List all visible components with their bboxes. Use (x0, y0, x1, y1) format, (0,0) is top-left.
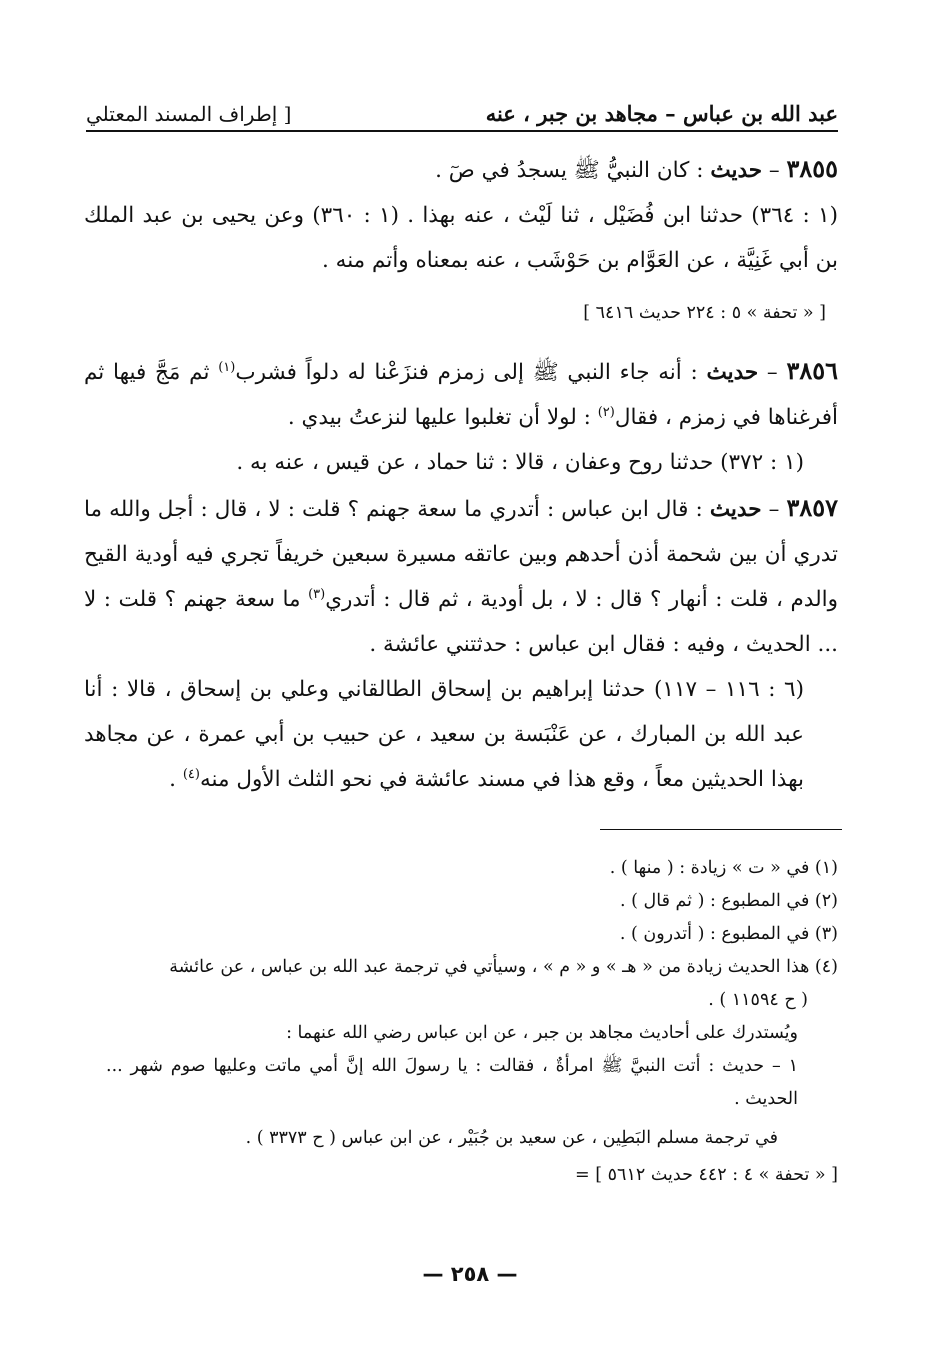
footnote-marker: (٤) (182, 766, 200, 782)
hadith-3856 (84, 348, 838, 440)
header-rule (86, 130, 838, 132)
footnote-marker: (٢) (597, 404, 615, 420)
addendum-tuhfa: [ « تحفة » ٤ : ٤٤٢ حديث ٥٦١٢ ] = (575, 1165, 838, 1185)
page-number: — ٢٥٨ — (422, 1262, 518, 1286)
hadith-label: حديث (710, 158, 763, 183)
addendum-intro: ويُستدرك على أحاديث مجاهد بن جبر ، عن ابن عباس رضي الله عنهما : (286, 1023, 798, 1043)
sources-text: . (169, 767, 183, 792)
hadith-number: ٣٨٥٧ (786, 493, 838, 522)
hadith-text: : كان النبيُّ ﷺ يسجدُ في صٓ . (435, 158, 711, 183)
hadith-label: حديث (709, 497, 762, 522)
hadith-text: ثم مَجَّ فيها ثم أفرغناها في زمزم ، فقال (84, 360, 838, 430)
footnote-3: (٣) في المطبوع : ( أتدرون ) . (619, 924, 838, 944)
sources-text: (٦ : ١١٦ – ١١٧) حدثنا إبراهيم بن إسحاق الطالقاني وعلي بن إسحاق ، قالا : أنا عبد الله بن المبارك ، عن عَنْبَسة بن سعيد ، عن حبيب بن أبي عمرة ، عن مجاهد بهذا الحديثين معاً ، وقع هذا في مسند عائشة في نحو الثلث الأول منه (84, 677, 804, 792)
footnote-2: (٢) في المطبوع : ( ثم قال ) . (620, 891, 838, 911)
hadith-label: حديث (706, 360, 759, 385)
footnote-marker: (١) (218, 359, 236, 375)
addendum-source: في ترجمة مسلم البَطِين ، عن سعيد بن جُبَيْر ، عن ابن عباس ( ح ٣٣٧٣ ) . (245, 1128, 778, 1148)
book-title: [ إطراف المسند المعتلي (86, 102, 292, 126)
hadith-text: : أنه جاء النبي ﷺ إلى زمزم فنزَعْنا له دلواً فشرب (235, 360, 707, 385)
hadith-number: ٣٨٥٦ (786, 356, 838, 385)
footnote-separator (600, 829, 842, 830)
hadith-3856-sources: (١ : ٣٧٢) حدثنا روح وعفان ، قالا : ثنا حماد ، عن قيس ، عنه به . (236, 450, 804, 475)
footnotes (92, 852, 838, 1192)
hadith-text: ما سعة جهنم ؟ قلت : لا ... الحديث ، وفيه : فقال ابن عباس : حدثتني عائشة . (84, 587, 838, 657)
dash: – (761, 497, 787, 522)
footnote-4: (٤) هذا الحديث زيادة من « هـ » و « م » ، وسيأتي في ترجمة عبد الله بن عباس ، عن عائشة (169, 957, 838, 977)
footnote-4-continuation: ( ح ١١٥٩٤ ) . (708, 990, 808, 1010)
section-title: عبد الله بن عباس – مجاهد بن جبر ، عنه (485, 101, 838, 126)
footnote-marker: (٣) (308, 586, 326, 602)
hadith-3855-sources: (١ : ٣٦٤) حدثنا ابن فُضَيْل ، ثنا لَيْث ، عنه بهذا . (١ : ٣٦٠) وعن يحيى بن عبد الملك بن أبي غَنِيَّة ، عن العَوَّام بن حَوْشَب ، عنه بمعناه وأتم منه . (84, 203, 838, 273)
hadith-3855 (84, 146, 838, 193)
footnote-1: (١) في « ت » زيادة : ( منها ) . (609, 858, 838, 878)
dash: – (758, 360, 787, 385)
main-text (84, 146, 838, 802)
dash: – (762, 158, 787, 183)
addendum-item: ١ – حديث : أتت النبيَّ ﷺ امرأةٌ ، فقالت : يا رسولَ الله إنَّ أمي ماتت وعليها صوم شهر ... الحديث . (106, 1056, 798, 1109)
hadith-text: : لولا أن تغلبوا عليها لنزعتُ بيدي . (287, 405, 598, 430)
running-head (86, 92, 838, 126)
hadith-3857-sources (84, 667, 838, 802)
addendum (92, 1017, 838, 1155)
hadith-number: ٣٨٥٥ (786, 154, 838, 183)
hadith-text: : قال ابن عباس : أتدري ما سعة جهنم ؟ قلت : لا ، قال : أجل والله ما تدري أن بين شحمة أذن أحدهم وبين عاتقه مسيرة سبعين خريفاً تجري فيه أودية القيح والدم ، قلت : أنهار ؟ قال : لا ، بل أودية ، ثم قال : أتدري (84, 497, 838, 612)
hadith-3857 (84, 485, 838, 667)
tuhfa-reference: [ « تحفة » ٥ : ٢٢٤ حديث ٦٤١٦ ] (583, 303, 826, 323)
